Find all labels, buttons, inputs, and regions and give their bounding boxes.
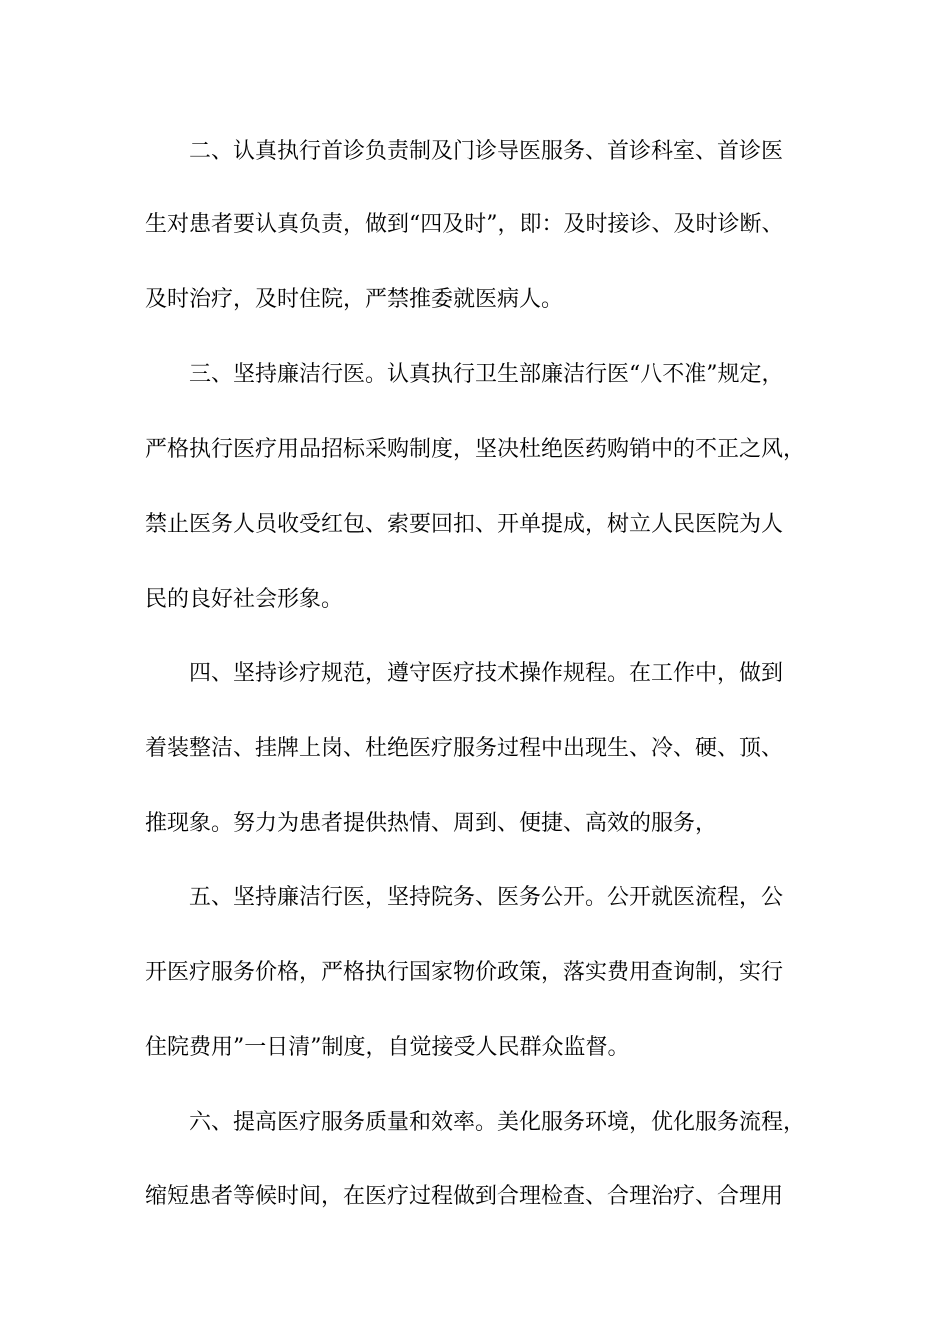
paragraph-2-line-1: 二、认真执行首诊负责制及门诊导医服务、首诊科室、首诊医: [189, 139, 784, 164]
paragraph-5-line-2: 开医疗服务价格，严格执行国家物价政策，落实费用查询制，实行: [145, 960, 784, 985]
paragraph-4-line-1: 四、坚持诊疗规范，遵守医疗技术操作规程。在工作中，做到: [189, 661, 784, 686]
paragraph-3-line-3: 禁止医务人员收受红包、索要回扣、开单提成，树立人民医院为人: [145, 512, 784, 537]
paragraph-3-line-2: 严格执行医疗用品招标采购制度，坚决杜绝医药购销中的不正之风，: [145, 437, 806, 462]
paragraph-6-line-1: 六、提高医疗服务质量和效率。美化服务环境，优化服务流程，: [189, 1110, 806, 1135]
paragraph-2-line-3: 及时治疗，及时住院，严禁推委就医病人。: [145, 287, 564, 312]
paragraph-4-line-2: 着装整洁、挂牌上岗、杜绝医疗服务过程中出现生、冷、硬、顶、: [145, 736, 784, 761]
paragraph-4-line-3: 推现象。努力为患者提供热情、周到、便捷、高效的服务，: [145, 811, 718, 836]
paragraph-5-line-3: 住院费用”一日清”制度，自觉接受人民群众监督。: [145, 1035, 630, 1060]
paragraph-3-line-4: 民的良好社会形象。: [145, 587, 344, 612]
paragraph-3-line-1: 三、坚持廉洁行医。认真执行卫生部廉洁行医“八不准”规定，: [189, 362, 784, 387]
paragraph-6-line-2: 缩短患者等候时间，在医疗过程做到合理检查、合理治疗、合理用: [145, 1184, 784, 1209]
paragraph-2-line-2: 生对患者要认真负责，做到“四及时”，即：及时接诊、及时诊断、: [145, 212, 784, 237]
paragraph-5-line-1: 五、坚持廉洁行医，坚持院务、医务公开。公开就医流程，公: [189, 885, 784, 910]
